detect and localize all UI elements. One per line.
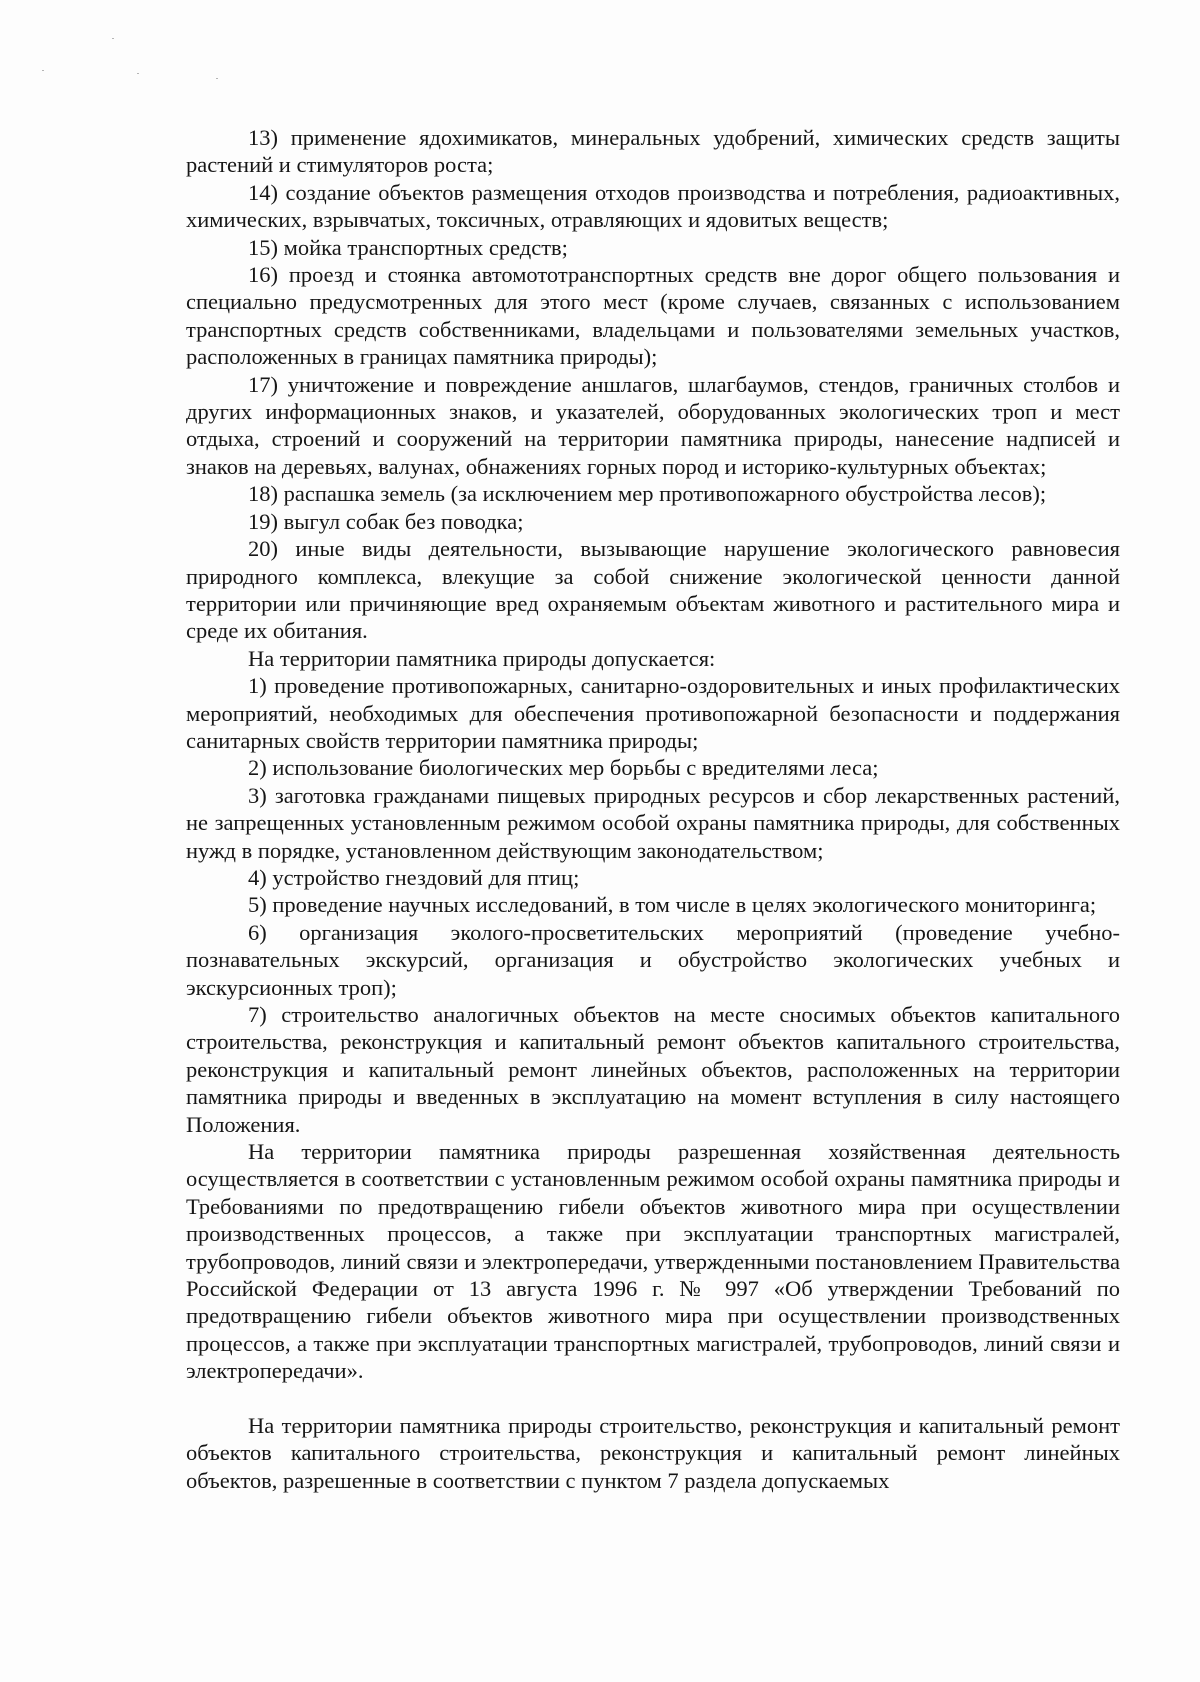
paragraph-item-18: 18) распашка земель (за исключением мер противопожарного обустройства лесов);: [248, 481, 1047, 507]
scan-speck: [216, 78, 218, 79]
scan-speck: [112, 38, 114, 39]
paragraph-item-13: 13) применение ядохимикатов, минеральных удобрений, химических средств защиты растений и стимуляторов роста;: [186, 125, 1120, 178]
paragraph-item-16: 16) проезд и стоянка автомототранспортных средств вне дорог общего пользования и специально предусмотренных для этого мест (кроме случаев, связанных с использованием транспортных средств собственниками, владельцами и пользователями земельных участков, расположенных в границах памятника природы);: [186, 262, 1120, 370]
permitted-item-3: 3) заготовка гражданами пищевых природных ресурсов и сбор лекарственных растений, не запрещенных установленным режимом особой охраны памятника природы, для собственных нужд в порядке, установленном действующим законодательством;: [186, 782, 1120, 863]
permitted-heading: На территории памятника природы допускается:: [248, 645, 716, 671]
paragraph-item-17: 17) уничтожение и повреждение аншлагов, шлагбаумов, стендов, граничных столбов и других информационных знаков, и указателей, оборудованных экологических троп и мест отдыха, строений и сооружений на территории памятника природы, нанесение надписей и знаков на деревьях, валунах, обнажениях горных пород и историко-культурных объектах;: [186, 371, 1120, 479]
economic-activity-paragraph: На территории памятника природы разрешенная хозяйственная деятельность осуществляется в соответствии с установленным режимом особой охраны памятника природы и Требованиями по предотвращению гибели объектов животного мира при осуществлении производственных процессов, а также при эксплуатации транспортных магистралей, трубопроводов, линий связи и электропередачи, утвержденными постановлением Правительства Российской Федерации от 13 августа 1996 г. № 997 «Об утверждении Требований по предотвращению гибели объектов животного мира при осуществлении производственных процессов, а также при эксплуатации транспортных магистралей, трубопроводов, линий связи и электропередачи».: [186, 1139, 1120, 1384]
permitted-item-5: 5) проведение научных исследований, в том числе в целях экологического мониторинга;: [248, 892, 1097, 918]
paragraph-item-20: 20) иные виды деятельности, вызывающие нарушение экологического равновесия природного комплекса, влекущие за собой снижение экологической ценности данной территории или причиняющие вред охраняемым объектам животного и растительного мира и среде их обитания.: [186, 536, 1120, 644]
paragraph-item-19: 19) выгул собак без поводка;: [248, 508, 524, 534]
permitted-item-4: 4) устройство гнездовий для птиц;: [248, 864, 580, 890]
document-body: [186, 124, 1120, 1494]
paragraph-item-15: 15) мойка транспортных средств;: [248, 234, 568, 260]
permitted-item-7: 7) строительство аналогичных объектов на месте сносимых объектов капитального строительства, реконструкция и капитальный ремонт объектов капитального строительства, реконструкция и капитальный ремонт линейных объектов, расположенных на территории памятника природы и введенных в эксплуатацию на момент вступления в силу настоящего Положения.: [186, 1002, 1120, 1137]
scan-speck: [42, 70, 44, 71]
permitted-item-6: 6) организация эколого-просветительских мероприятий (проведение учебно-познавательных экскурсий, организация и обустройство экологических учебных и экскурсионных троп);: [186, 919, 1120, 1000]
permitted-item-2: 2) использование биологических мер борьбы с вредителями леса;: [248, 755, 879, 781]
scan-speck: [137, 73, 139, 74]
paragraph-item-14: 14) создание объектов размещения отходов производства и потребления, радиоактивных, химических, взрывчатых, токсичных, отравляющих и ядовитых веществ;: [186, 179, 1120, 233]
permitted-item-1: 1) проведение противопожарных, санитарно-оздоровительных и иных профилактических мероприятий, необходимых для обеспечения противопожарной безопасности и поддержания санитарных свойств территории памятника природы;: [186, 673, 1120, 753]
construction-paragraph: На территории памятника природы строительство, реконструкция и капитальный ремонт объектов капитального строительства, реконструкция и капитальный ремонт линейных объектов, разрешенные в соответствии с пунктом 7 раздела допускаемых: [186, 1412, 1120, 1493]
